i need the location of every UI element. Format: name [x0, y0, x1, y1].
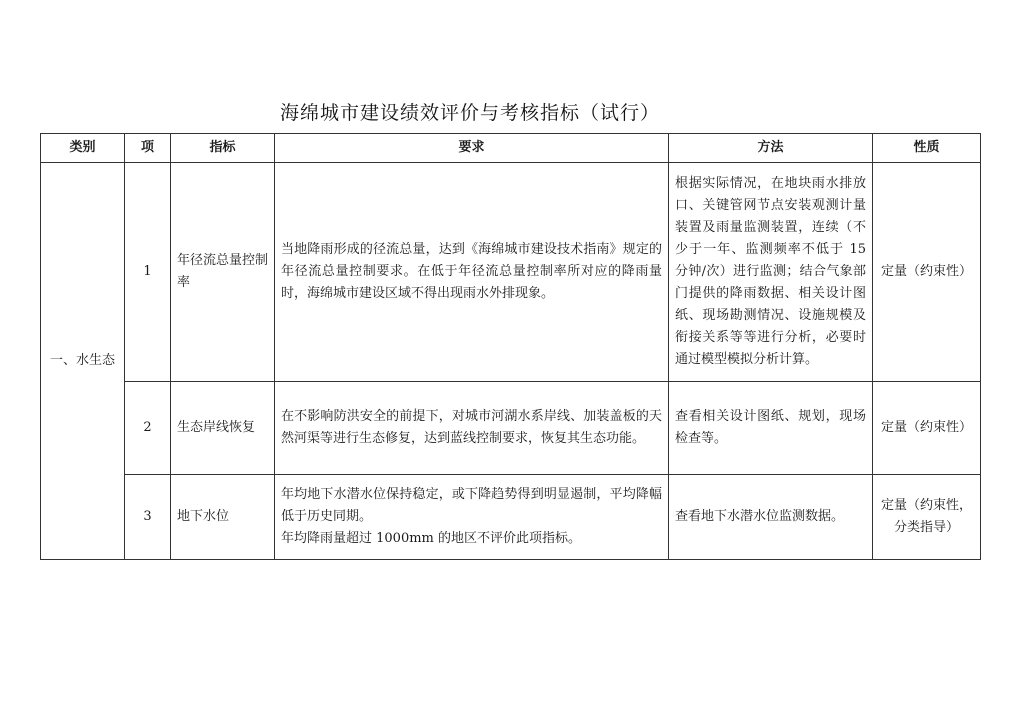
item-number: 1 — [125, 163, 171, 382]
method-cell — [669, 163, 873, 382]
header-item: 项 — [125, 134, 171, 163]
indicator-name: 地下水位 — [171, 475, 275, 560]
nature-cell — [873, 475, 981, 560]
indicator-name: 生态岸线恢复 — [171, 382, 275, 475]
table-row — [41, 475, 981, 560]
nature-cell — [873, 382, 981, 475]
table-row — [41, 382, 981, 475]
table-header-row — [41, 134, 981, 163]
nature-text: 定量（约束性） — [880, 420, 972, 435]
nature-cell — [873, 163, 981, 382]
method-cell — [669, 382, 873, 475]
requirement-text: 当地降雨形成的径流总量，达到《海绵城市建设技术指南》规定的年径流总量控制要求。在低于年径流总量控制率所对应的降雨量时，海绵城市建设区域不得出现雨水外排现象。 — [281, 242, 662, 301]
requirement-cell — [275, 163, 669, 382]
requirement-text: 年均地下水潜水位保持稳定，或下降趋势得到明显遏制，平均降幅低于历史同期。 — [281, 487, 662, 524]
item-number: 2 — [125, 382, 171, 475]
item-number: 3 — [125, 475, 171, 560]
header-nature: 性质 — [873, 134, 981, 163]
indicator-name: 年径流总量控制率 — [171, 163, 275, 382]
nature-text: 定量（约束性， — [880, 498, 972, 513]
table-row — [41, 163, 981, 382]
method-text: 查看相关设计图纸、规划，现场检查等。 — [675, 409, 866, 446]
nature-text-cont: 分类指导） — [893, 520, 959, 535]
method-text: 根据实际情况，在地块雨水排放口、关键管网节点安装观测计量装置及雨量监测装置，连续（不少于一年、监测频率不低于 15 分钟/次）进行监测；结合气象部门提供的降雨数据、相关设计图纸、现场勘测情况、设施规模及衔接关系等等进行分析，必要时通过模型模拟分析计算。 — [675, 176, 866, 367]
category-cell: 一、水生态 — [41, 163, 125, 560]
requirement-cell — [275, 475, 669, 560]
method-text: 查看地下水潜水位监测数据。 — [675, 509, 845, 524]
document-title: 海绵城市建设绩效评价与考核指标（试行） — [279, 102, 660, 124]
header-indicator: 指标 — [171, 134, 275, 163]
method-cell — [669, 475, 873, 560]
requirement-text: 在不影响防洪安全的前提下，对城市河湖水系岸线、加装盖板的天然河渠等进行生态修复，达到蓝线控制要求，恢复其生态功能。 — [281, 409, 662, 446]
nature-text: 定量（约束性） — [880, 264, 972, 279]
requirement-note: 年均降雨量超过 1000mm 的地区不评价此项指标。 — [281, 531, 582, 546]
requirement-cell — [275, 382, 669, 475]
header-method: 方法 — [669, 134, 873, 163]
header-category: 类别 — [41, 134, 125, 163]
indicator-table — [40, 133, 981, 560]
header-requirement: 要求 — [275, 134, 669, 163]
